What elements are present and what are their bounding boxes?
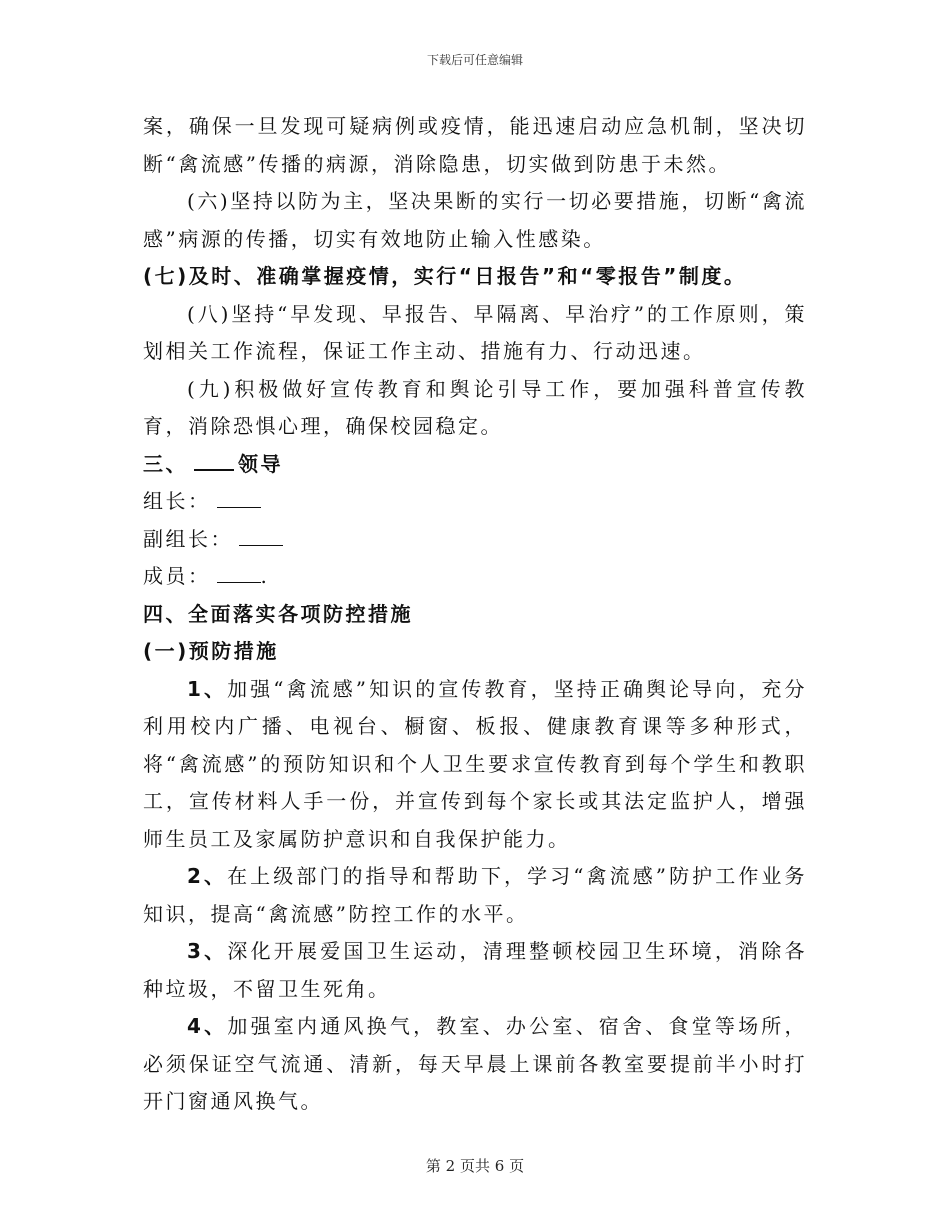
- measure-item-3: [143, 933, 807, 1008]
- measure-item-3-number: 3、: [187, 939, 228, 963]
- deputy-label: 副组长：: [143, 526, 233, 551]
- measure-item-1-number: 1、: [187, 676, 228, 701]
- measure-item-1-text: 加强“禽流感”知识的宣传教育，坚持正确舆论导向，充分利用校内广播、电视台、橱窗、板报、健康教育课等多种形式，将“禽流感”的预防知识和个人卫生要求宣传教育到每个学生和教职工，宣传材料人手一份，并宣传到每个家长或其法定监护人，增强师生员工及家属防护意识和自我保护能力。: [143, 676, 807, 851]
- page-header: 下载后可任意编辑: [426, 53, 523, 67]
- paragraph-item-9: (九)积极做好宣传教育和舆论引导工作，要加强科普宣传教育，消除恐惧心理，确保校园稳定。: [143, 376, 807, 438]
- measure-item-1: [143, 671, 807, 859]
- deputy-field: [143, 521, 807, 559]
- measure-item-4-number: 4、: [187, 1014, 228, 1038]
- paragraph-item-7: (七)及时、准确掌握疫情，实行“日报告”和“零报告”制度。: [143, 264, 747, 288]
- measure-item-2-text: 在上级部门的指导和帮助下，学习“禽流感”防护工作业务知识，提高“禽流感”防控工作的水平。: [143, 864, 807, 926]
- section-3-suffix: 领导: [238, 451, 283, 476]
- member-blank: [217, 560, 261, 583]
- member-end: .: [260, 564, 270, 588]
- leader-label: 组长：: [143, 489, 211, 513]
- paragraph-item-6: (六)坚持以防为主，坚决果断的实行一切必要措施，切断“禽流感”病源的传播，切实有效地防止输入性感染。: [143, 189, 807, 251]
- section-3-heading: [143, 446, 807, 484]
- paragraph-continuation: 案，确保一旦发现可疑病例或疫情，能迅速启动应急机制，坚决切断“禽流感”传播的病源，消除隐患，切实做到防患于未然。: [143, 114, 807, 176]
- section-3-blank: [194, 447, 234, 471]
- page-footer: 第 2 页共 6 页: [425, 1157, 525, 1175]
- measure-item-4-text: 加强室内通风换气，教室、办公室、宿舍、食堂等场所，必须保证空气流通、清新，每天早晨上课前各教室要提前半小时打开门窗通风换气。: [143, 1014, 808, 1113]
- section-3-prefix: 三、: [143, 451, 188, 476]
- document-body: [143, 108, 807, 1121]
- deputy-blank: [239, 523, 283, 546]
- paragraph-item-8: (八)坚持“早发现、早报告、早隔离、早治疗”的工作原则，策划相关工作流程，保证工作主动、措施有力、行动迅速。: [143, 301, 807, 363]
- section-4-subheading: (一)预防措施: [143, 639, 279, 663]
- measure-item-2-number: 2、: [187, 864, 228, 888]
- measure-item-2: [143, 858, 807, 933]
- leader-field: [143, 483, 807, 521]
- section-4-heading: 四、全面落实各项防控措施: [143, 601, 413, 626]
- measure-item-4: [143, 1008, 807, 1121]
- leader-blank: [217, 485, 261, 508]
- member-field: [143, 558, 807, 596]
- member-label: 成员：: [143, 564, 211, 588]
- measure-item-3-text: 深化开展爱国卫生运动，清理整顿校园卫生环境，消除各种垃圾，不留卫生死角。: [143, 939, 808, 1001]
